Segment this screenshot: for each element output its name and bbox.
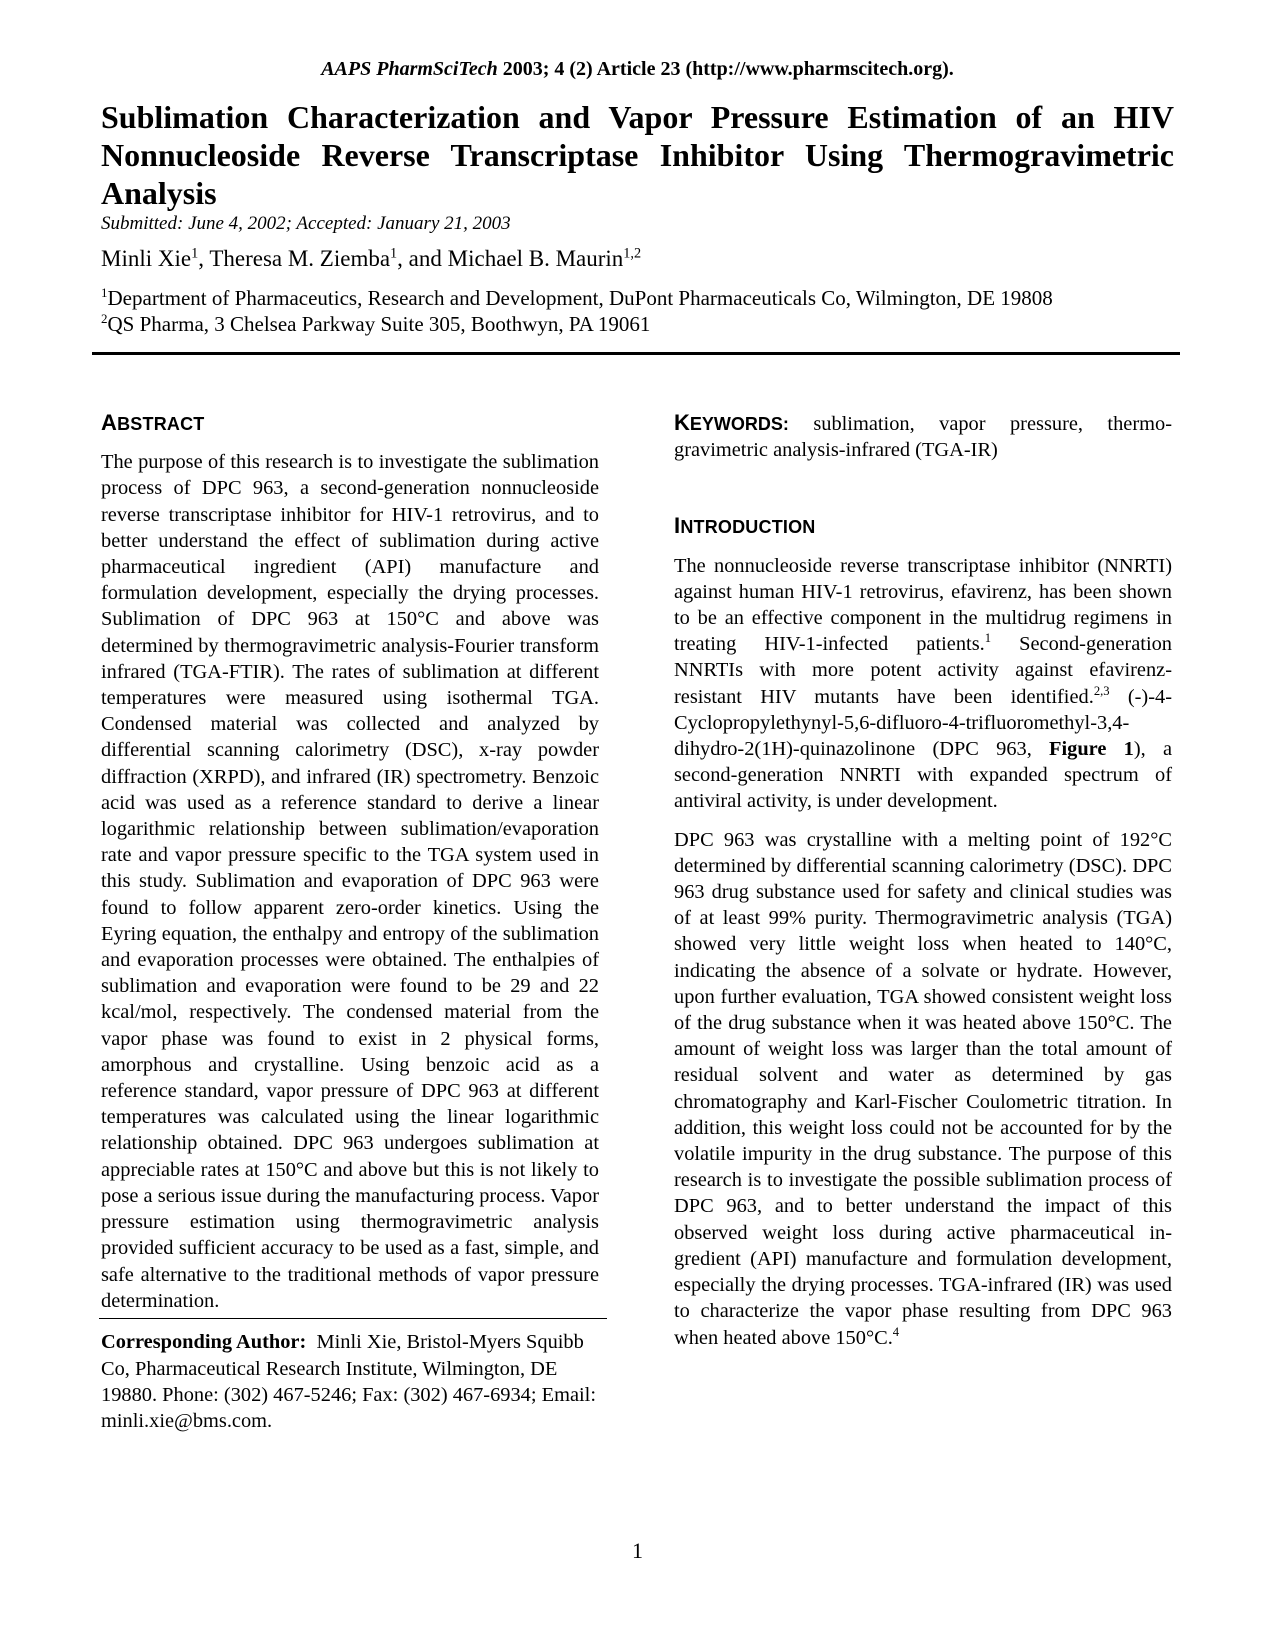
intro-text: (-)-4-Cyclopropylethynyl-5,6-difluoro-4-trifluoromethyl-3,4-dihydro-2(1H)-quinazolinone (DPC 963, (674, 685, 1172, 761)
journal-citation-line (0, 58, 1275, 81)
affiliation-item (101, 285, 1053, 311)
footnote-divider (99, 1318, 607, 1320)
author-affil-sup: 1 (191, 245, 199, 262)
abstract-heading-rest: BSTRACT (117, 414, 205, 434)
introduction-heading-rest: NTRODUCTION (680, 517, 816, 538)
intro-text: ), a second-generation NNRTI with expanded spectrum of antiviral activity, is under development. (674, 738, 1173, 813)
author-affil-sup: 1 (390, 245, 398, 262)
introduction-paragraph-2 (674, 827, 1172, 1351)
abstract-text: The purpose of this research is to investigate the sublimation process of DPC 963, a second-generation nonnucleoside reverse transcriptase inhibitor for HIV-1 retrovirus, and to better understand the effect of sublimation during active pharmaceutical ingredient (API) manufacture and formulation development, especially the drying processes. Sublimation of DPC 963 at 150°C and above was determined by thermogravimetric analysis-Fourier transform infrared (TGA-FTIR). The rates of sublimation at different temperatures were measured using isothermal TGA. Condensed material was collected and analyzed by differential scanning calorimetry (DSC), x-ray powder diffraction (XRPD), and infrared (IR) spectrometry. Benzoic acid was used as a reference standard to derive a linear logarithmic relationship between sublimation/evaporation rate and vapor pressure specific to the TGA system used in this study. Sublimation and evaporation of DPC 963 were found to follow apparent zero-order kinetics. Using the Eyring equation, the enthalpy and entropy of the sublimation and evaporation processes were obtained. The enthalpies of sublimation and evaporation were found to be 29 and 22 kcal/mol, respectively. The condensed material from the vapor phase was found to exist in 2 physical forms, amorphous and crystalline. Using benzoic acid as a reference standard, vapor pressure of DPC 963 at different temperatures was calculated using the linear logarithmic relationship obtained. DPC 963 undergoes sublimation at appreciable rates at 150°C and above but this is not likely to pose a serious issue during the manufacturing process. Vapor pressure estimation using thermogravimetric analysis provided sufficient accuracy to be used as a fast, simple, and safe alternative to the traditional methods of vapor pressure determination. (101, 451, 599, 1312)
author-list (101, 246, 641, 272)
right-column (674, 410, 1172, 1363)
affiliation-item (101, 311, 1053, 337)
abstract-heading (101, 410, 599, 437)
corresponding-author-label: Corresponding Author: (101, 1331, 307, 1354)
author-name: Minli Xie (101, 246, 192, 271)
intro-text: The nonnucleoside reverse transcriptase inhibitor (NNRTI) against human HIV-1 retrovirus, efavirenz, has been shown to be an effective component in the multidrug regimens in treating HIV-1-infected patients. (674, 554, 1172, 656)
citation-ref: 2,3 (1093, 683, 1110, 698)
paper-title: Sublimation Characterization and Vapor Pressure Estimation of an HIV Nonnucleoside Reverse Transcriptase Inhibitor Using Thermogravimetric Analysis (101, 99, 1174, 211)
citation-ref: 1 (984, 631, 992, 646)
keywords-label (674, 410, 789, 435)
introduction-paragraph-1 (674, 553, 1172, 815)
intro-text: DPC 963 was crystalline with a melting point of 192°C determined by differential scanning calorimetry (DSC). DPC 963 drug substance used for safety and clinical studies was of at least 99% purity. Thermogravimetric analysis (TGA) showed very little weight loss when heated to 140°C, indicating the absence of a solvate or hydrate. However, upon further evaluation, TGA showed consistent weight loss of the drug substance when it was heated above 150°C. The amount of weight loss was larger than the total amount of residual solvent and water as determined by gas chromatography and Karl-Fischer Coulometric titration. In addition, this weight loss could not be accounted for by the volatile impurity in the drug substance. The purpose of this research is to investigate the possible sublimation process of DPC 963, and to better understand the impact of this observed weight loss during active pharmaceutical ingredient (API) manufacture and formulation development, especially the drying processes. TGA-infrared (IR) was used to characterize the vapor phase resulting from DPC 963 when heated above 150°C. (674, 828, 1172, 1349)
header-divider (92, 352, 1180, 355)
intro-text: Second-generation NNRTIs with more potent activity against efavirenz-resistant HIV mutants have been identified. (674, 633, 1172, 708)
corresponding-author (101, 1329, 599, 1434)
left-column (101, 410, 599, 1434)
keywords-text: sublimation, vapor pressure, thermogravimetric analysis-infrared (TGA-IR) (674, 413, 1172, 462)
journal-citation: 2003; 4 (2) Article 23 (http://www.pharmscitech.org). (502, 58, 954, 80)
figure-reference: Figure 1 (1049, 738, 1134, 761)
page-number: 1 (632, 1538, 643, 1563)
author-separator: , (198, 246, 210, 271)
submission-dates: Submitted: June 4, 2002; Accepted: January 21, 2003 (101, 213, 511, 234)
citation-ref: 4 (892, 1324, 900, 1339)
author-name: Theresa M. Ziemba (209, 246, 391, 271)
keywords (674, 410, 1172, 463)
introduction-heading (674, 513, 1172, 540)
author-separator: , (397, 246, 409, 271)
affiliation-text: QS Pharma, 3 Chelsea Parkway Suite 305, Boothwyn, PA 19061 (107, 312, 651, 336)
affiliation-text: Department of Pharmaceutics, Research and Development, DuPont Pharmaceuticals Co, Wilmington, DE 19808 (107, 286, 1053, 310)
affiliation-sup: 1 (101, 285, 108, 300)
journal-name: AAPS PharmSciTech (321, 58, 498, 80)
corresponding-author-text: Minli Xie, Bristol-Myers Squibb Co, Pharmaceutical Research Institute, Wilmington, DE 19880. Phone: (302) 467-5246; Fax: (302) 467-6934; Email: minli.xie@bms.com. (101, 1331, 596, 1433)
keywords-label-rest: EYWORDS: (689, 414, 789, 434)
affiliation-sup: 2 (101, 311, 108, 326)
introduction-heading-initial: I (674, 513, 681, 539)
author-and: and (408, 246, 448, 271)
keywords-label-initial: K (674, 410, 690, 435)
affiliations (101, 285, 1053, 337)
author-affil-sup: 1,2 (623, 245, 642, 262)
author-name: Michael B. Maurin (447, 246, 624, 271)
abstract-heading-initial: A (101, 410, 118, 435)
